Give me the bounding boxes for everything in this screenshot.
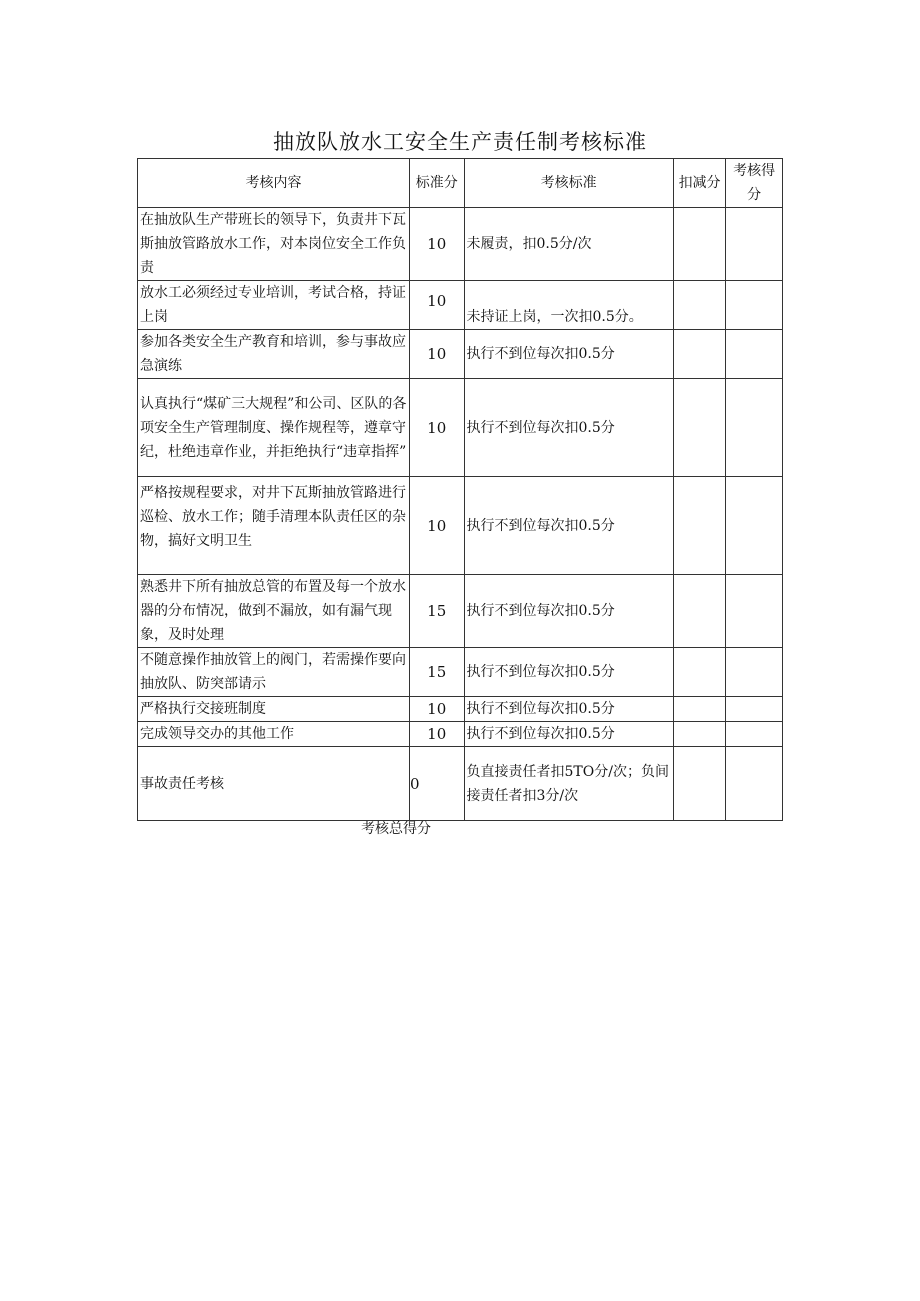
row-deduction-cell[interactable] (673, 477, 726, 575)
row-deduction-cell[interactable] (673, 208, 726, 281)
row-score-cell[interactable] (726, 281, 783, 330)
table-row (138, 648, 783, 697)
row-content: 熟悉井下所有抽放总管的布置及每一个放水器的分布情况，做到不漏放，如有漏气现象，及时处理 (138, 575, 410, 648)
table-row (138, 722, 783, 747)
row-score-cell[interactable] (726, 722, 783, 747)
row-deduction-cell[interactable] (673, 379, 726, 477)
row-score-cell[interactable] (726, 477, 783, 575)
row-standard-score: 10 (409, 722, 464, 747)
header-content: 考核内容 (138, 159, 410, 208)
row-criteria: 未履责，扣0.5分/次 (464, 208, 673, 281)
row-content: 严格按规程要求，对井下瓦斯抽放管路进行巡检、放水工作；随手清理本队责任区的杂物，搞好文明卫生 (138, 477, 410, 575)
row-criteria: 未持证上岗，一次扣0.5分。 (464, 281, 673, 330)
row-score-cell[interactable] (726, 648, 783, 697)
row-deduction-cell[interactable] (673, 722, 726, 747)
row-score-cell[interactable] (726, 330, 783, 379)
row-standard-score: 15 (409, 575, 464, 648)
row-standard-score: 10 (409, 477, 464, 575)
row-standard-score: 15 (409, 648, 464, 697)
row-criteria: 执行不到位每次扣0.5分 (464, 379, 673, 477)
row-content: 不随意操作抽放管上的阀门，若需操作要向抽放队、防突部请示 (138, 648, 410, 697)
row-score-cell[interactable] (726, 697, 783, 722)
header-score: 考核得分 (726, 159, 783, 208)
table-row (138, 697, 783, 722)
table-row (138, 379, 783, 477)
row-standard-score: 10 (409, 281, 464, 330)
row-deduction-cell[interactable] (673, 330, 726, 379)
row-content: 放水工必须经过专业培训，考试合格，持证上岗 (138, 281, 410, 330)
row-content: 完成领导交办的其他工作 (138, 722, 410, 747)
row-standard-score: 0 (409, 747, 464, 821)
row-content: 在抽放队生产带班长的领导下，负责井下瓦斯抽放管路放水工作，对本岗位安全工作负责 (138, 208, 410, 281)
row-criteria: 负直接责任者扣5TO分/次；负间接责任者扣3分/次 (464, 747, 673, 821)
page-title: 抽放队放水工安全生产责任制考核标准 (273, 130, 647, 154)
row-deduction-cell[interactable] (673, 697, 726, 722)
row-deduction-cell[interactable] (673, 747, 726, 821)
row-score-cell[interactable] (726, 747, 783, 821)
table-row (138, 208, 783, 281)
row-standard-score: 10 (409, 330, 464, 379)
row-criteria: 执行不到位每次扣0.5分 (464, 330, 673, 379)
header-criteria: 考核标准 (464, 159, 673, 208)
assessment-table (137, 158, 783, 821)
row-criteria: 执行不到位每次扣0.5分 (464, 477, 673, 575)
row-deduction-cell[interactable] (673, 648, 726, 697)
header-standard-score: 标准分 (409, 159, 464, 208)
table-row (138, 575, 783, 648)
table-row (138, 330, 783, 379)
row-criteria: 执行不到位每次扣0.5分 (464, 697, 673, 722)
header-deduction: 扣减分 (673, 159, 726, 208)
total-score-label: 考核总得分 (361, 821, 431, 837)
row-deduction-cell[interactable] (673, 575, 726, 648)
row-score-cell[interactable] (726, 379, 783, 477)
row-criteria: 执行不到位每次扣0.5分 (464, 575, 673, 648)
row-content: 认真执行“煤矿三大规程”和公司、区队的各项安全生产管理制度、操作规程等，遵章守纪，杜绝违章作业，并拒绝执行“违章指挥” (138, 379, 410, 477)
row-content: 严格执行交接班制度 (138, 697, 410, 722)
row-score-cell[interactable] (726, 575, 783, 648)
row-content: 事故责任考核 (138, 747, 410, 821)
row-standard-score: 10 (409, 697, 464, 722)
row-criteria: 执行不到位每次扣0.5分 (464, 722, 673, 747)
row-content: 参加各类安全生产教育和培训，参与事故应急演练 (138, 330, 410, 379)
row-criteria: 执行不到位每次扣0.5分 (464, 648, 673, 697)
row-standard-score: 10 (409, 208, 464, 281)
table-row (138, 281, 783, 330)
row-score-cell[interactable] (726, 208, 783, 281)
table-row (138, 747, 783, 821)
table-header-row (138, 159, 783, 208)
row-standard-score: 10 (409, 379, 464, 477)
table-row (138, 477, 783, 575)
row-deduction-cell[interactable] (673, 281, 726, 330)
